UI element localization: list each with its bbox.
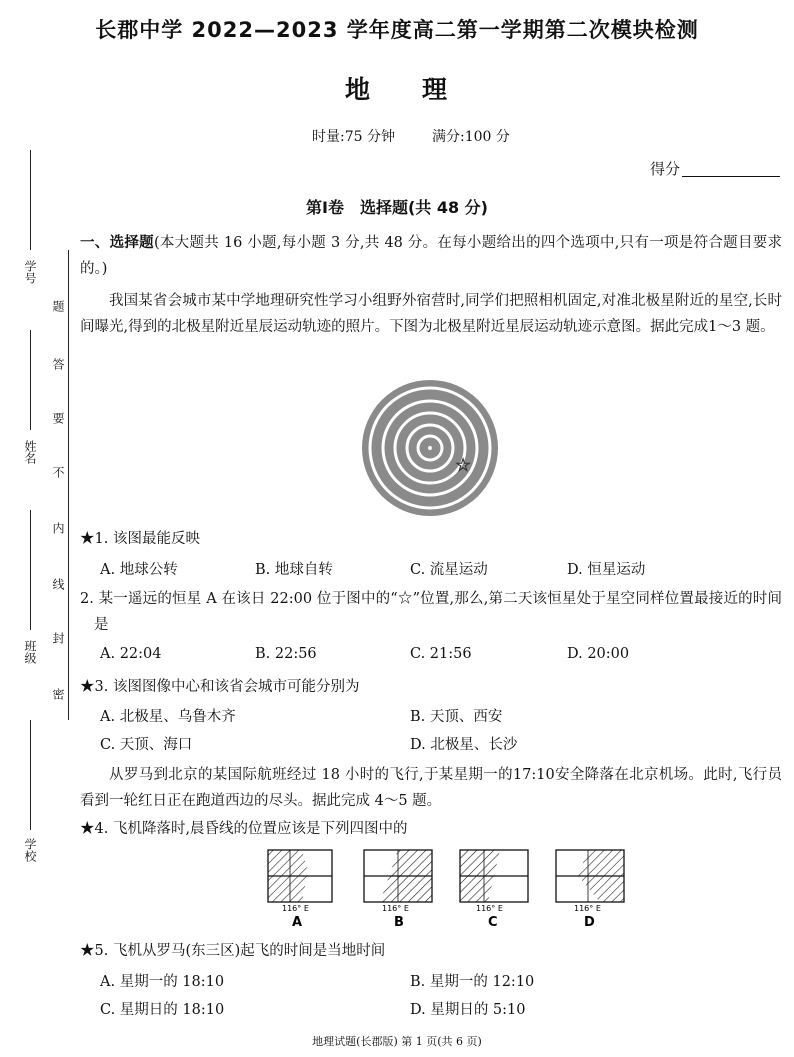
school-line[interactable]	[30, 720, 31, 830]
name-line[interactable]	[30, 330, 31, 430]
star-marker-icon: ☆	[455, 455, 472, 476]
diagram-c	[460, 850, 528, 930]
q4-diagrams	[262, 844, 632, 930]
section-title: 第Ⅰ卷 选择题(共 48 分)	[306, 198, 488, 217]
score-label: 得分	[650, 160, 681, 178]
page-footer: 地理试题(长郡版) 第 1 页(共 6 页)	[312, 1035, 482, 1048]
q1-stem: ★1. 该图最能反映	[80, 531, 200, 547]
svg-text:116° E: 116° E	[574, 904, 601, 913]
svg-text:D: D	[584, 915, 595, 930]
q2-option-b[interactable]: B. 22:56	[255, 646, 317, 662]
q2-option-c[interactable]: C. 21:56	[410, 646, 472, 662]
svg-text:B: B	[394, 915, 404, 930]
sidebar-field-name: 姓名	[23, 440, 37, 464]
q3-stem: ★3. 该图图像中心和该省会城市可能分别为	[80, 679, 360, 695]
sidebar-field-student-id: 学号	[23, 260, 37, 284]
instruction	[80, 230, 782, 282]
seal-char: 要	[51, 412, 65, 424]
star-trail-figure	[360, 378, 500, 518]
q2-option-d[interactable]: D. 20:00	[567, 646, 630, 662]
sidebar-field-school: 学校	[23, 838, 37, 862]
q5-option-b[interactable]: B. 星期一的 12:10	[410, 974, 535, 990]
seal-char: 题	[51, 300, 65, 312]
instruction-text: (本大题共 16 小题,每小题 3 分,共 48 分。在每小题给出的四个选项中,只有一项是符合题目要求的。)	[80, 235, 783, 277]
svg-text:116° E: 116° E	[476, 904, 503, 913]
seal-char: 线	[51, 578, 65, 590]
binding-line	[68, 250, 69, 720]
diagram-d	[556, 850, 624, 930]
q3-option-b[interactable]: B. 天顶、西安	[410, 709, 503, 725]
q2-stem: 2. 某一遥远的恒星 A 在该日 22:00 位于图中的“☆”位置,那么,第二天该恒星处于星空同样位置最接近的时间是	[80, 591, 782, 633]
exam-time: 时量:75 分钟	[312, 129, 395, 145]
passage-1: 我国某省会城市某中学地理研究性学习小组野外宿营时,同学们把照相机固定,对准北极星附近的星空,长时间曝光,得到的北极星附近星辰运动轨迹的照片。下图为北极星附近星辰运动轨迹示意图。据此完成1～3 题。	[80, 293, 782, 335]
svg-text:A: A	[292, 915, 303, 930]
svg-text:116° E: 116° E	[382, 904, 409, 913]
svg-text:116° E: 116° E	[282, 904, 309, 913]
q1-option-b[interactable]: B. 地球自转	[255, 562, 333, 578]
q5-stem: ★5. 飞机从罗马(东三区)起飞的时间是当地时间	[80, 943, 386, 959]
seal-char: 密	[51, 688, 65, 700]
instruction-lead: 一、选择题	[80, 234, 154, 251]
q3-option-d[interactable]: D. 北极星、长沙	[410, 737, 518, 753]
q1-option-c[interactable]: C. 流星运动	[410, 562, 488, 578]
sidebar-field-class: 班级	[23, 640, 37, 664]
score-field[interactable]	[682, 176, 780, 177]
q1-option-d[interactable]: D. 恒星运动	[567, 562, 646, 578]
exam-full-score: 满分:100 分	[432, 129, 510, 145]
q3-option-c[interactable]: C. 天顶、海口	[100, 737, 193, 753]
seal-char: 封	[51, 632, 65, 644]
seal-char: 答	[51, 358, 65, 370]
diagram-b	[364, 850, 432, 930]
seal-char: 内	[51, 522, 65, 534]
diagram-a	[268, 850, 332, 930]
q2-option-a[interactable]: A. 22:04	[100, 646, 162, 662]
q3-option-a[interactable]: A. 北极星、乌鲁木齐	[100, 709, 236, 725]
subject-title: 地理	[344, 75, 499, 104]
q5-option-a[interactable]: A. 星期一的 18:10	[100, 974, 225, 990]
svg-text:C: C	[488, 915, 498, 930]
seal-char: 不	[51, 466, 65, 478]
class-line[interactable]	[30, 510, 31, 630]
passage-2: 从罗马到北京的某国际航班经过 18 小时的飞行,于某星期一的17:10安全降落在北京机场。此时,飞行员看到一轮红日正在跑道西边的尽头。据此完成 4～5 题。	[80, 767, 782, 809]
exam-title: 长郡中学 2022—2023 学年度高二第一学期第二次模块检测	[95, 18, 699, 42]
q5-option-c[interactable]: C. 星期日的 18:10	[100, 1002, 225, 1018]
q4-stem: ★4. 飞机降落时,晨昏线的位置应该是下列四图中的	[80, 821, 408, 837]
q5-option-d[interactable]: D. 星期日的 5:10	[410, 1002, 526, 1018]
q1-option-a[interactable]: A. 地球公转	[100, 562, 178, 578]
